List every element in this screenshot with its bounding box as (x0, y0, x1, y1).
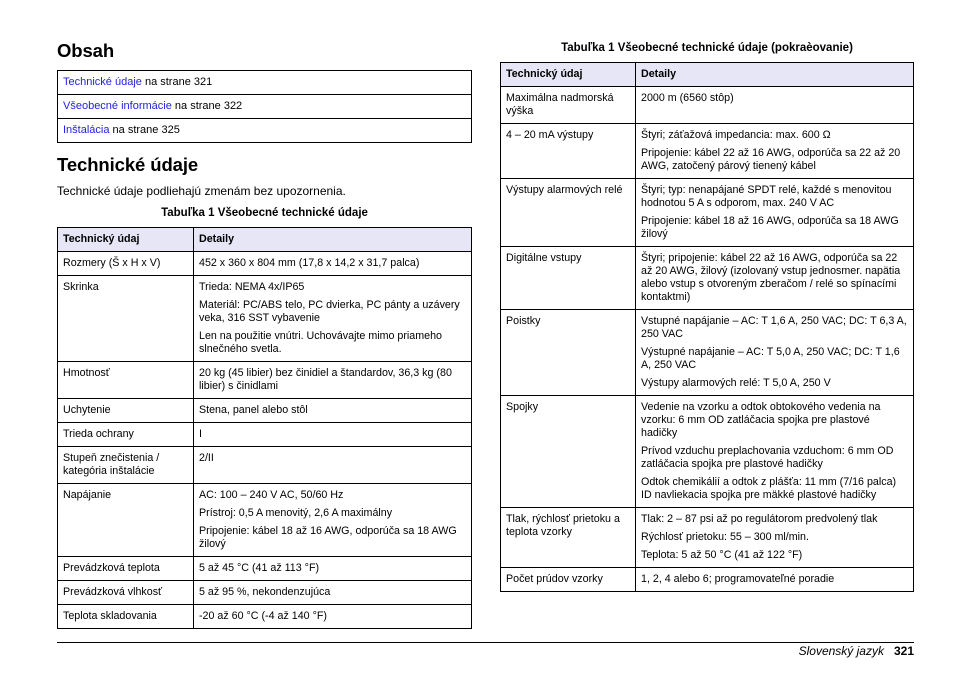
spec-details-cell (194, 447, 472, 484)
detail-paragraph: Trieda: NEMA 4x/IP65 (199, 281, 305, 293)
spec-details-cell (636, 396, 914, 508)
toc-link-instalacia[interactable]: Inštalácia (63, 124, 110, 136)
spec-details-cell (194, 605, 472, 629)
detail-paragraph: Odtok chemikálií a odtok z plášťa: 11 mm (7/16 palca) ID navliekacia spojka pre mäkké plastové hadičky (641, 476, 897, 501)
detail-paragraph: -20 až 60 °C (-4 až 140 °F) (199, 610, 327, 622)
detail-paragraph: 2000 m (6560 stôp) (641, 92, 734, 104)
table-header-row (501, 63, 914, 87)
spec-details-cell (194, 399, 472, 423)
spec-name-cell: Tlak, rýchlosť prietoku a teplota vzorky (501, 508, 636, 568)
table-header-row (58, 228, 472, 252)
spec-name-cell: Hmotnosť (58, 362, 194, 399)
detail-paragraph: Prístroj: 0,5 A menovitý, 2,6 A maximálny (199, 507, 393, 519)
detail-paragraph: 5 až 45 °C (41 až 113 °F) (199, 562, 320, 574)
detail-paragraph: Prívod vzduchu preplachovania vzduchom: 6 mm OD zatláčacia spojka pre plastové hadičky (641, 445, 894, 470)
detail-paragraph: Výstupy alarmových relé: T 5,0 A, 250 V (641, 377, 831, 389)
table-row (501, 508, 914, 568)
table-row (501, 179, 914, 247)
spec-name-cell: 4 – 20 mA výstupy (501, 124, 636, 179)
detail-paragraph: Vstupné napájanie – AC: T 1,6 A, 250 VAC; DC: T 6,3 A, 250 VAC (641, 315, 907, 340)
spec-details-cell (194, 557, 472, 581)
table-row (501, 310, 914, 396)
detail-paragraph: I (199, 428, 202, 440)
table-row (58, 399, 472, 423)
spec-name-cell: Napájanie (58, 484, 194, 557)
spec-name-cell: Výstupy alarmových relé (501, 179, 636, 247)
spec-table-continued (500, 62, 914, 592)
section-title: Technické údaje (57, 154, 199, 175)
toc-item (58, 95, 471, 119)
spec-details-cell (636, 179, 914, 247)
spec-table (57, 227, 472, 629)
detail-paragraph: Materiál: PC/ABS telo, PC dvierka, PC pánty a uzávery veka, 316 SST vybavenie (199, 299, 460, 324)
table-row (501, 568, 914, 592)
spec-name-cell: Rozmery (Š x H x V) (58, 252, 194, 276)
spec-name-cell: Uchytenie (58, 399, 194, 423)
toc-title: Obsah (57, 40, 115, 61)
detail-paragraph: Pripojenie: kábel 18 až 16 AWG, odporúča sa 18 AWG žilový (199, 525, 457, 550)
toc-page-ref: na strane 321 (141, 76, 213, 88)
spec-details-cell (194, 276, 472, 362)
spec-details-cell (636, 310, 914, 396)
table-row (501, 247, 914, 310)
detail-paragraph: Pripojenie: kábel 22 až 16 AWG, odporúča sa 22 až 20 AWG, zatočený párový tienený kábel (641, 147, 901, 172)
column-header-spec: Technický údaj (58, 228, 194, 252)
spec-details-cell (194, 252, 472, 276)
spec-name-cell: Digitálne vstupy (501, 247, 636, 310)
spec-name-cell: Poistky (501, 310, 636, 396)
spec-name-cell: Teplota skladovania (58, 605, 194, 629)
table-caption-continued: Tabuľka 1 Všeobecné technické údaje (pokraèovanie) (561, 42, 853, 54)
footer-language: Slovenský jazyk (798, 644, 884, 658)
spec-details-cell (636, 508, 914, 568)
footer-divider (57, 642, 914, 643)
toc-link-vseobecne-informacie[interactable]: Všeobecné informácie (63, 100, 172, 112)
spec-name-cell: Prevádzková teplota (58, 557, 194, 581)
table-row (58, 605, 472, 629)
spec-name-cell: Stupeň znečistenia / kategória inštalácie (58, 447, 194, 484)
table-row (58, 276, 472, 362)
table-caption: Tabuľka 1 Všeobecné technické údaje (161, 207, 368, 219)
detail-paragraph: 5 až 95 %, nekondenzujúca (199, 586, 331, 598)
table-row (501, 87, 914, 124)
table-row (58, 484, 472, 557)
toc-page-ref: na strane 322 (171, 100, 243, 112)
page-footer (799, 644, 914, 658)
table-row (501, 396, 914, 508)
detail-paragraph: AC: 100 – 240 V AC, 50/60 Hz (199, 489, 344, 501)
detail-paragraph: Výstupné napájanie – AC: T 5,0 A, 250 VAC; DC: T 1,6 A, 250 VAC (641, 346, 900, 371)
table-row (58, 447, 472, 484)
detail-paragraph: Tlak: 2 – 87 psi až po regulátorom predvolený tlak (641, 513, 878, 525)
spec-details-cell (194, 581, 472, 605)
table-row (58, 362, 472, 399)
detail-paragraph: 20 kg (45 libier) bez činidiel a štandardov, 36,3 kg (80 libier) s činidlami (199, 367, 452, 392)
spec-name-cell: Maximálna nadmorská výška (501, 87, 636, 124)
spec-name-cell: Trieda ochrany (58, 423, 194, 447)
table-of-contents (57, 70, 472, 143)
spec-name-cell: Spojky (501, 396, 636, 508)
section-intro: Technické údaje podliehajú zmenám bez upozornenia. (57, 184, 346, 198)
table-row (58, 557, 472, 581)
spec-name-cell: Počet prúdov vzorky (501, 568, 636, 592)
toc-link-technicke-udaje[interactable]: Technické údaje (63, 76, 142, 88)
detail-paragraph: Rýchlosť prietoku: 55 – 300 ml/min. (641, 531, 809, 543)
detail-paragraph: Štyri; pripojenie: kábel 22 až 16 AWG, odporúča sa 22 až 20 AWG, žilový (izolovaný vstup jednosmer. napätia alebo vstup s otvoreným zberačom / relé so spínacími kontaktmi) (641, 252, 901, 303)
detail-paragraph: 2/II (199, 452, 214, 464)
detail-paragraph: Pripojenie: kábel 18 až 16 AWG, odporúča sa 18 AWG žilový (641, 215, 899, 240)
column-header-details: Detaily (194, 228, 472, 252)
detail-paragraph: Vedenie na vzorku a odtok obtokového vedenia na vzorku: 6 mm OD zatláčacia spojka pre plastové hadičky (641, 401, 881, 439)
spec-details-cell (636, 568, 914, 592)
detail-paragraph: Štyri; typ: nenapájané SPDT relé, každé s menovitou hodnotou 5 A s odporom, max. 240 V AC (641, 184, 892, 209)
detail-paragraph: Teplota: 5 až 50 °C (41 až 122 °F) (641, 549, 803, 561)
detail-paragraph: 452 x 360 x 804 mm (17,8 x 14,2 x 31,7 palca) (199, 257, 420, 269)
column-header-details: Detaily (636, 63, 914, 87)
toc-item (58, 71, 471, 95)
detail-paragraph: Len na použitie vnútri. Uchovávajte mimo priameho slnečného svetla. (199, 330, 442, 355)
detail-paragraph: Stena, panel alebo stôl (199, 404, 308, 416)
spec-details-cell (636, 124, 914, 179)
spec-details-cell (194, 484, 472, 557)
table-row (58, 423, 472, 447)
spec-details-cell (194, 423, 472, 447)
toc-item (58, 119, 471, 142)
table-row (501, 124, 914, 179)
column-header-spec: Technický údaj (501, 63, 636, 87)
page-number: 321 (893, 644, 914, 658)
spec-details-cell (636, 247, 914, 310)
spec-details-cell (194, 362, 472, 399)
spec-details-cell (636, 87, 914, 124)
table-row (58, 252, 472, 276)
detail-paragraph: 1, 2, 4 alebo 6; programovateľné poradie (641, 573, 835, 585)
spec-name-cell: Prevádzková vlhkosť (58, 581, 194, 605)
detail-paragraph: Štyri; záťažová impedancia: max. 600 Ω (641, 129, 831, 141)
table-row (58, 581, 472, 605)
spec-name-cell: Skrinka (58, 276, 194, 362)
toc-page-ref: na strane 325 (109, 124, 180, 136)
